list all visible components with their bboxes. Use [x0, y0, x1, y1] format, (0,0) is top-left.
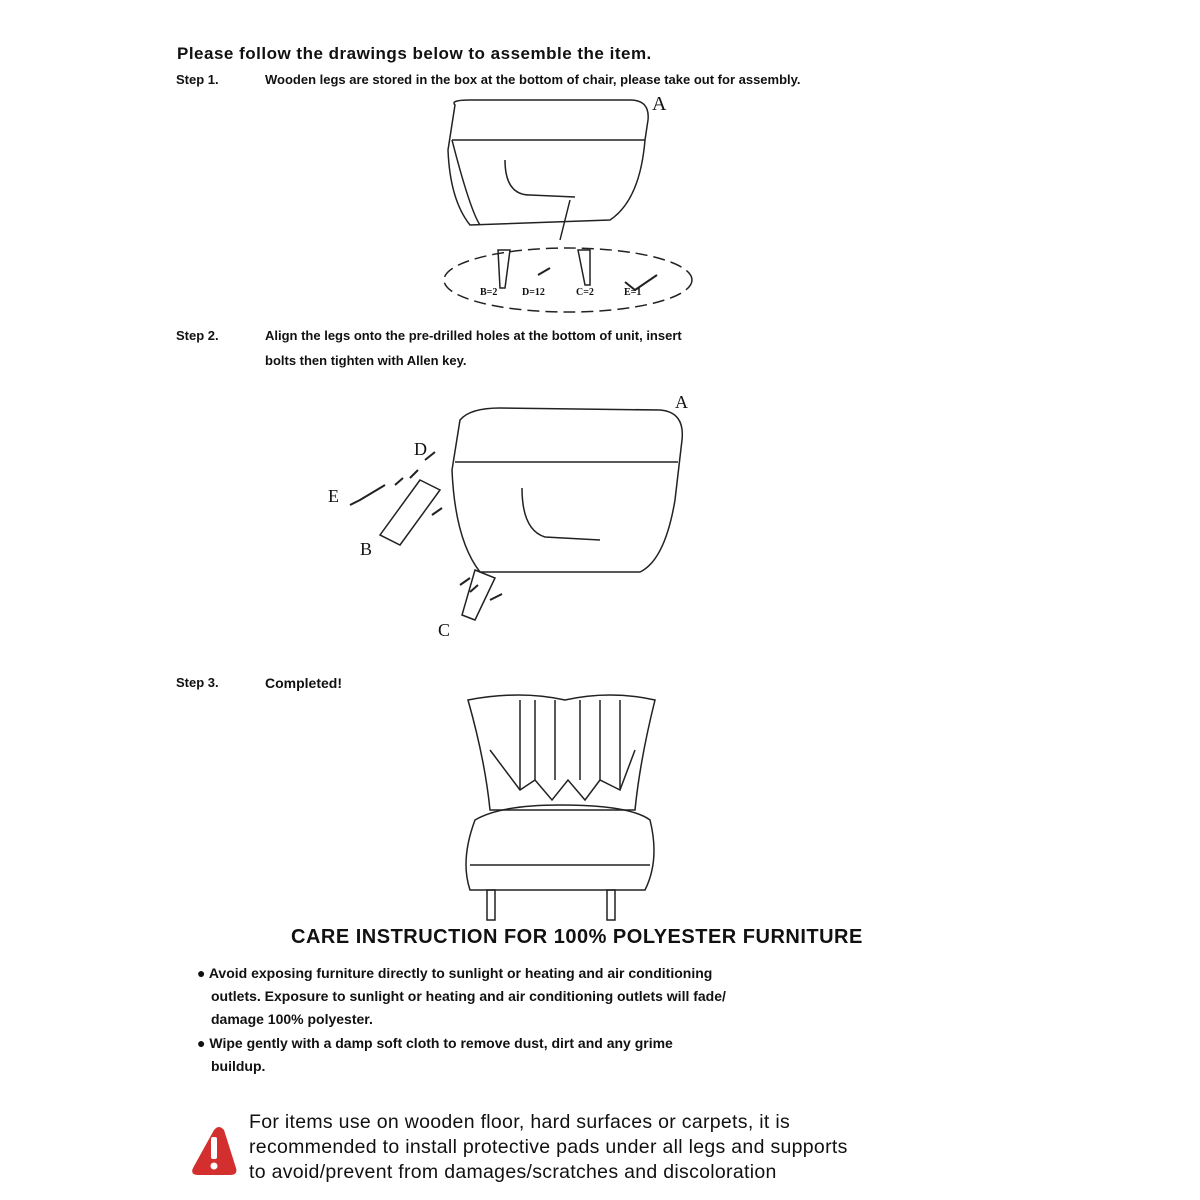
bullet1-line2: outlets. Exposure to sunlight or heating and air conditioning outlets will fade/ — [211, 988, 726, 1004]
step1-label: Step 1. — [176, 72, 219, 87]
step3-label: Step 3. — [176, 675, 219, 690]
page-heading: Please follow the drawings below to assemble the item. — [177, 44, 652, 63]
label-e: E — [328, 486, 339, 506]
label-a: A — [675, 392, 688, 412]
bullet2-line2: buildup. — [211, 1058, 266, 1074]
completed-chair-diagram — [466, 695, 655, 920]
care-bullet-2: ● Wipe gently with a damp soft cloth to remove dust, dirt and any grime buildup. — [197, 1032, 897, 1078]
care-bullet-1: ● Avoid exposing furniture directly to sunlight or heating and air conditioning outlets. Exposure to sunlight or heating and air conditioning outlets will fade/ damage 100% polyester. — [197, 962, 897, 1031]
chair-leg-assembly-diagram — [350, 408, 682, 620]
bullet2-line1: Wipe gently with a damp soft cloth to remove dust, dirt and any grime — [209, 1035, 673, 1051]
warning-line3: to avoid/prevent from damages/scratches and discoloration — [249, 1161, 777, 1183]
care-title: CARE INSTRUCTION FOR 100% POLYESTER FURNITURE — [291, 926, 863, 948]
part-e: E=1 — [624, 287, 642, 298]
bullet1-line3: damage 100% polyester. — [211, 1011, 373, 1027]
warning-line1: For items use on wooden floor, hard surfaces or carpets, it is — [249, 1111, 791, 1133]
warning-line2: recommended to install protective pads under all legs and supports — [249, 1136, 848, 1158]
part-c: C=2 — [576, 287, 594, 298]
step2-text-line1: Align the legs onto the pre-drilled holes at the bottom of unit, insert — [265, 328, 682, 343]
step1-text: Wooden legs are stored in the box at the bottom of chair, please take out for assembly. — [265, 72, 801, 87]
part-b: B=2 — [480, 287, 498, 298]
part-label-a: A — [652, 93, 667, 115]
part-d: D=12 — [522, 287, 545, 298]
step3-text: Completed! — [265, 675, 342, 691]
label-d: D — [414, 439, 427, 459]
label-b: B — [360, 539, 373, 559]
label-c: C — [438, 620, 451, 640]
chair-upside-down-diagram — [448, 100, 648, 240]
bullet1-line1: Avoid exposing furniture directly to sunlight or heating and air conditioning — [208, 965, 713, 981]
step2-text-line2: bolts then tighten with Allen key. — [265, 353, 467, 368]
step2-label: Step 2. — [176, 328, 219, 343]
floor-protection-warning — [249, 1110, 848, 1185]
parts-ellipse — [444, 248, 692, 312]
